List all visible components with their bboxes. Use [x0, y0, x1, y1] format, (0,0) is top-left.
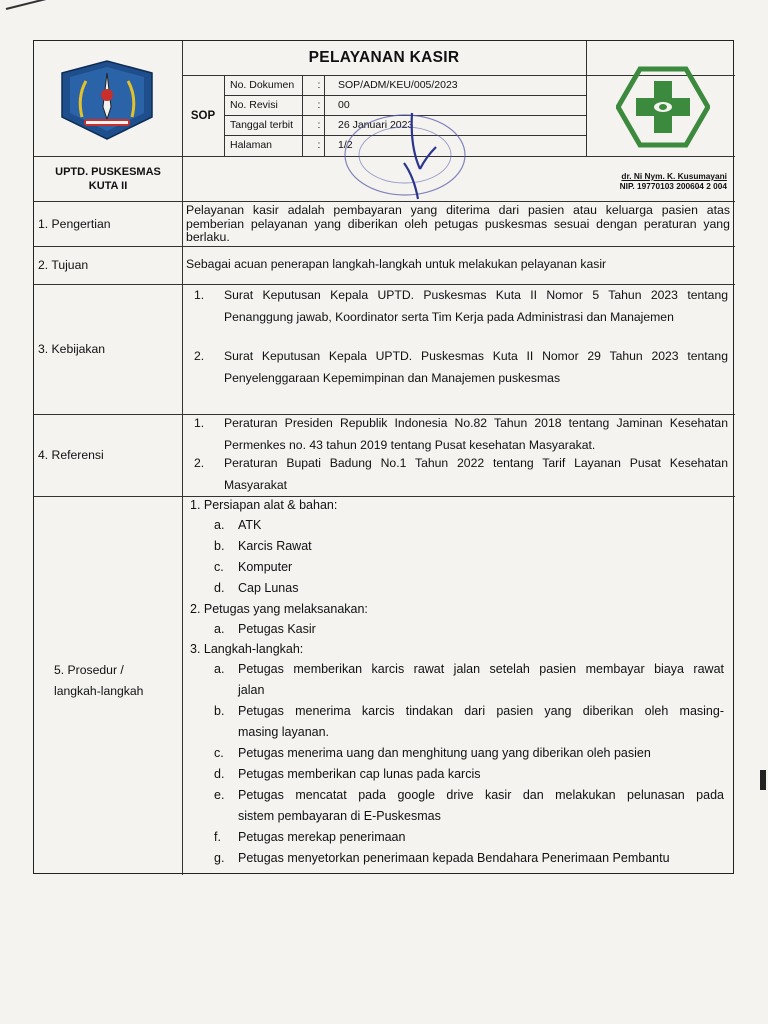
meta-colon: :: [317, 119, 321, 131]
section-label-kebijakan: 3. Kebijakan: [38, 342, 106, 356]
procedure-item-text: Komputer: [238, 560, 293, 574]
puskesmas-logo: [616, 65, 710, 149]
procedure-item-letter: c.: [214, 560, 224, 574]
list-number: 1.: [194, 288, 205, 302]
procedure-item-text: ATK: [238, 518, 262, 532]
section-list-referensi: [186, 412, 730, 496]
meta-value: 1/2: [338, 139, 353, 151]
meta-colon: :: [317, 99, 321, 111]
meta-row-nomor-dokumen: [224, 75, 586, 95]
sop-label: SOP: [190, 109, 216, 122]
procedure-item-text: Petugas memberikan cap lunas pada karcis: [238, 767, 481, 781]
meta-key: No. Dokumen: [230, 79, 295, 91]
signer-nip: NIP. 19770103 200604 2 004: [619, 181, 727, 191]
procedure-item-letter: a.: [214, 518, 225, 532]
section-text-tujuan: Sebagai acuan penerapan langkah-langkah untuk melakukan pelayanan kasir: [186, 257, 607, 271]
signature-block: [586, 156, 735, 201]
list-text: Surat Keputusan Kepala UPTD. Puskesmas Kuta II Nomor 5 Tahun 2023 tentang Penanggung jawab, Koordinator serta Tim Kerja pada Administrasi dan Manajemen: [224, 288, 728, 324]
procedure-item-text: Petugas mencatat pada google drive kasir dan melakukan pelunasan pada: [238, 788, 724, 802]
procedure-item-text: Karcis Rawat: [238, 539, 312, 553]
list-text: Peraturan Bupati Badung No.1 Tahun 2022 tentang Tarif Layanan Pusat Kesehatan Masyarakat: [224, 456, 728, 492]
procedure-item-letter: e.: [214, 788, 225, 802]
list-number: 1.: [194, 416, 205, 430]
procedure-item-text: Petugas memberikan karcis rawat jalan setelah pasien membayar biaya rawat: [238, 662, 724, 676]
procedure-group-title: 1. Persiapan alat & bahan:: [190, 498, 338, 512]
meta-value: SOP/ADM/KEU/005/2023: [338, 79, 458, 91]
corner-pen-mark: [6, 0, 57, 10]
procedure-item-letter: c.: [214, 746, 224, 760]
meta-row-nomor-revisi: [224, 95, 586, 115]
procedure-item-letter: b.: [214, 539, 225, 553]
procedure-item-letter: d.: [214, 581, 225, 595]
meta-row-halaman: [224, 135, 586, 155]
section-label-referensi: 4. Referensi: [38, 448, 104, 462]
meta-key: No. Revisi: [230, 99, 278, 111]
procedure-item-text-cont: masing layanan.: [238, 725, 330, 739]
section-label-prosedur: [34, 661, 182, 701]
organization-line-2: KUTA II: [88, 179, 128, 192]
regency-crest-logo: [52, 59, 162, 141]
meta-row-tanggal-terbit: [224, 115, 586, 135]
list-number: 2.: [194, 349, 205, 363]
procedure-item-letter: d.: [214, 767, 225, 781]
meta-key: Tanggal terbit: [230, 119, 294, 131]
section-label-pengertian: 1. Pengertian: [38, 216, 111, 231]
meta-colon: :: [317, 79, 321, 91]
meta-key: Halaman: [230, 139, 273, 151]
section-label-tujuan: 2. Tujuan: [38, 258, 89, 272]
sop-document-table: [33, 40, 734, 874]
procedure-item-letter: b.: [214, 704, 225, 718]
prosedur-label-line-1: 5. Prosedur /: [54, 663, 124, 677]
procedure-item-text: Petugas menyetorkan penerimaan kepada Bendahara Penerimaan Pembantu: [238, 851, 670, 865]
edge-mark: [760, 770, 766, 790]
procedure-item-letter: a.: [214, 662, 225, 676]
prosedur-label-line-2: langkah-langkah: [54, 684, 144, 698]
section-list-kebijakan: [186, 284, 730, 414]
organization-name: [34, 156, 182, 201]
procedure-group-title: 2. Petugas yang melaksanakan:: [190, 602, 368, 616]
meta-value: 26 Januari 2023: [338, 119, 414, 131]
list-text: Surat Keputusan Kepala UPTD. Puskesmas Kuta II Nomor 29 Tahun 2023 tentang Penyelenggaraan Kepemimpinan dan Manajemen puskesmas: [224, 349, 728, 385]
document-title: PELAYANAN KASIR: [308, 49, 460, 66]
procedure-group-title: 3. Langkah-langkah:: [190, 642, 304, 656]
procedure-item-text: Petugas Kasir: [238, 622, 316, 636]
procedure-item-letter: f.: [214, 830, 221, 844]
signer-name: dr. Ni Nym. K. Kusumayani: [621, 171, 727, 181]
procedure-item-text: Petugas menerima karcis tindakan dari pasien yang diberikan oleh masing-: [238, 704, 724, 718]
procedure-item-letter: g.: [214, 851, 225, 865]
section-text-pengertian: Pelayanan kasir adalah pembayaran yang diterima dari pasien atau keluarga pasien atas pemberian pelayanan yang diberikan oleh petugas puskesmas sesuai dengan peraturan yang berlaku.: [186, 203, 730, 244]
meta-colon: :: [317, 139, 321, 151]
procedure-item-text-cont: sistem pembayaran di E-Puskesmas: [238, 809, 441, 823]
procedure-item-text: Cap Lunas: [238, 581, 299, 595]
meta-value: 00: [338, 99, 350, 111]
procedure-item-letter: a.: [214, 622, 225, 636]
procedure-item-text-cont: jalan: [238, 683, 265, 697]
list-number: 2.: [194, 456, 205, 470]
list-text: Peraturan Presiden Republik Indonesia No.82 Tahun 2018 tentang Jaminan Kesehatan Permenkes no. 43 tahun 2019 tentang Pusat kesehatan Masyarakat.: [224, 416, 728, 452]
procedure-item-text: Petugas merekap penerimaan: [238, 830, 406, 844]
organization-line-1: UPTD. PUSKESMAS: [55, 165, 161, 178]
procedure-item-text: Petugas menerima uang dan menghitung uang yang diberikan oleh pasien: [238, 746, 651, 760]
